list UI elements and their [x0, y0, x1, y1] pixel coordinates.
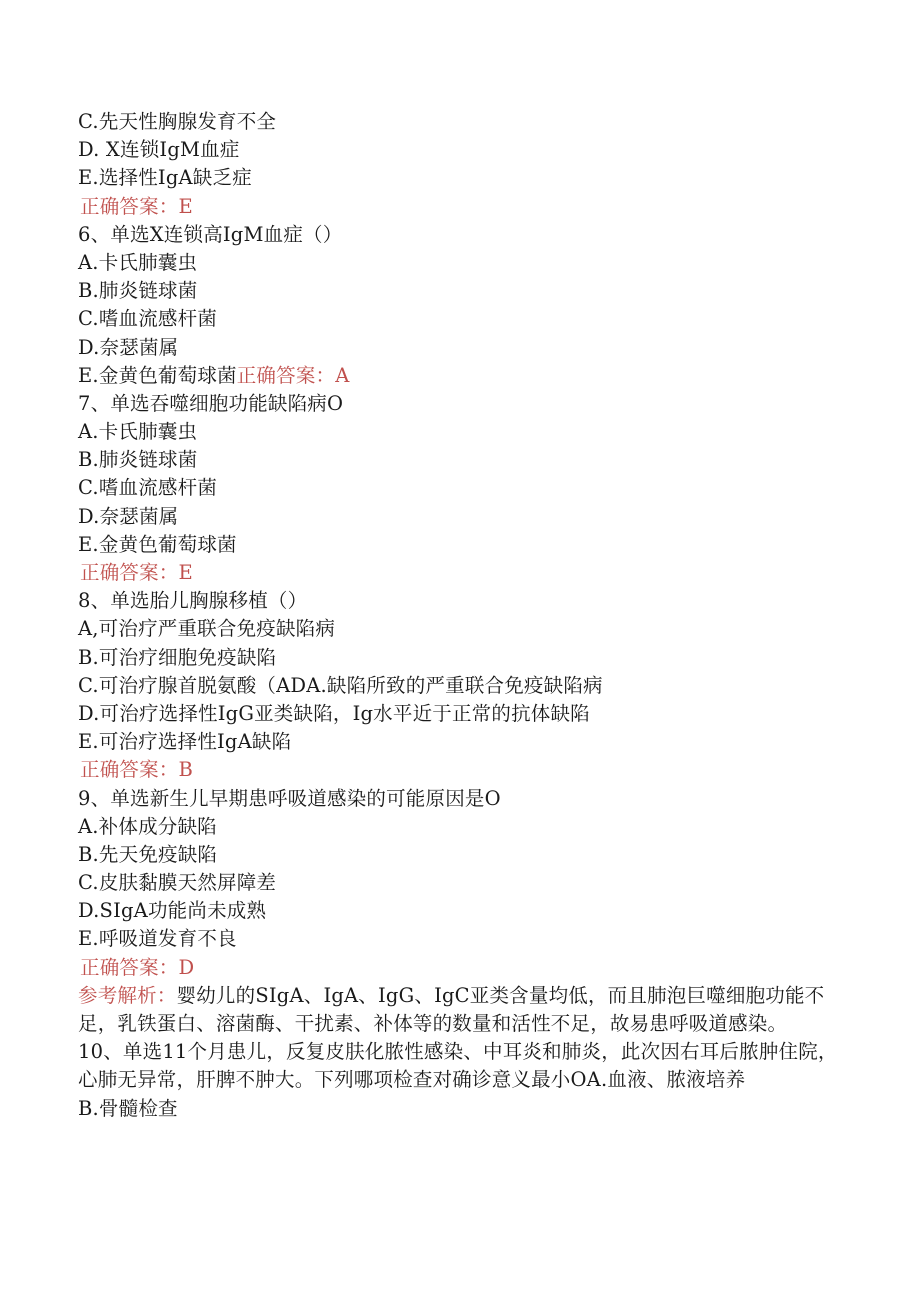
reference-explanation [78, 982, 848, 1038]
option-e: E.金黄色葡萄球菌 [78, 532, 237, 556]
option-d: D.奈瑟菌属 [78, 335, 179, 359]
option-c: C.嗜血流感杆菌 [78, 307, 218, 331]
option-d: D.奈瑟菌属 [78, 504, 179, 528]
option-a: A.卡氏肺囊虫 [78, 250, 198, 274]
option-b: B.骨髓检查 [78, 1096, 178, 1120]
option-e-with-answer [78, 362, 848, 390]
correct-answer: 正确答案：E [80, 194, 193, 218]
option-e: E.可治疗选择性IgA缺陷 [78, 730, 292, 754]
option-e: E.金黄色葡萄球菌 [78, 363, 237, 387]
option-c: C.先天性胸腺发育不全 [78, 110, 277, 133]
option-b: B.先天免疫缺陷 [78, 842, 218, 866]
question-6: 6、单选X连锁高IgM血症（） [78, 222, 343, 246]
explanation-text: 婴幼儿的SIgA、IgA、IgG、IgC亚类含量均低，而且肺泡巨噬细胞功能不足，乳铁蛋白、溶菌酶、干扰素、补体等的数量和活性不足，故易患呼吸道感染。 [78, 983, 825, 1036]
correct-answer: 正确答案：D [80, 955, 195, 979]
option-e: E.选择性IgA缺乏症 [78, 166, 252, 190]
option-b: B.可治疗细胞免疫缺陷 [78, 645, 277, 669]
option-e: E.呼吸道发育不良 [78, 927, 237, 951]
option-b: B.肺炎链球菌 [78, 279, 198, 303]
option-c: C.皮肤黏膜天然屏障差 [78, 871, 277, 895]
correct-answer: 正确答案：B [80, 758, 194, 782]
question-7: 7、单选吞噬细胞功能缺陷病O [78, 391, 344, 415]
option-a: A.补体成分缺陷 [78, 814, 217, 838]
correct-answer: 正确答案：A [236, 363, 350, 387]
option-d: D. X连锁IgM血症 [78, 138, 240, 162]
question-9: 9、单选新生儿早期患呼吸道感染的可能原因是O [78, 786, 501, 810]
question-10: 10、单选11个月患儿，反复皮肤化脓性感染、中耳炎和肺炎，此次因右耳后脓肿住院，心肺无异常，肝脾不肿大。下列哪项检查对确诊意义最小OA.血液、脓液培养 [78, 1040, 838, 1092]
correct-answer: 正确答案：E [80, 561, 193, 584]
option-a: A,可治疗严重联合免疫缺陷病 [78, 617, 336, 641]
document-page [78, 108, 848, 1123]
option-c: C.可治疗腺首脱氨酸（ADA.缺陷所致的严重联合免疫缺陷病 [78, 673, 603, 697]
explanation-label: 参考解析： [78, 983, 177, 1007]
option-a: A.卡氏肺囊虫 [78, 420, 198, 444]
question-8: 8、单选胎儿胸腺移植（） [78, 589, 308, 613]
option-d: D.SIgA功能尚未成熟 [78, 899, 267, 923]
option-b: B.肺炎链球菌 [78, 448, 198, 472]
option-d: D.可治疗选择性IgG亚类缺陷，Ig水平近于正常的抗体缺陷 [78, 701, 590, 725]
option-c: C.嗜血流感杆菌 [78, 476, 218, 500]
